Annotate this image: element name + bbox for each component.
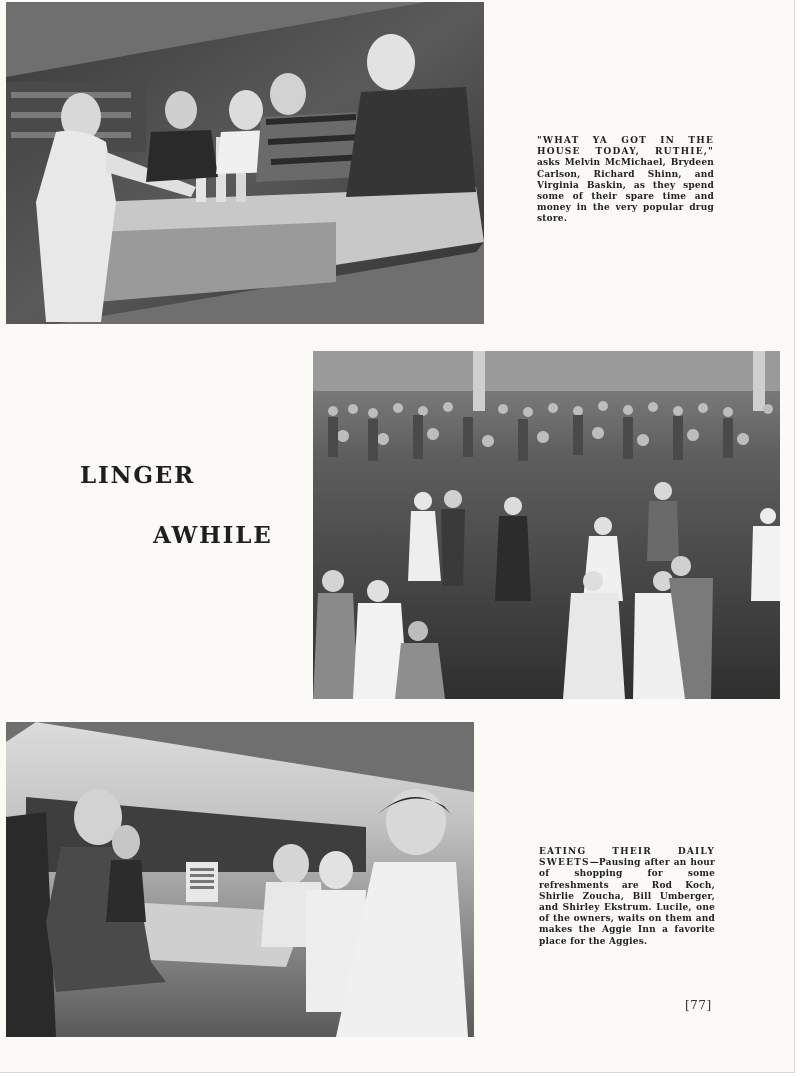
aggie-inn-caption (539, 847, 715, 948)
soda-fountain-caption (537, 136, 714, 226)
headline-line-1: LINGER (80, 462, 196, 489)
headline-line-2: AWHILE (153, 522, 273, 549)
square-dance-photo (313, 351, 780, 699)
square-dance-photo-art (313, 351, 780, 699)
soda-fountain-photo-art (6, 2, 484, 324)
aggie-inn-booth-photo (6, 722, 474, 1037)
soda-fountain-photo (6, 2, 484, 324)
aggie-inn-caption-body: —Pausing after an hour of shopping for some refreshments are Rod Koch, Shirlie Zoucha, Bill Umberger, and Shirley Ekstrum. Lucile, one of the owners, waits on them and makes the Aggie Inn a favorite place for the Aggies. (539, 858, 715, 947)
aggie-inn-booth-photo-art (6, 722, 474, 1037)
soda-fountain-caption-body: asks Melvin McMichael, Brydeen Carlson, Richard Shinn, and Virginia Baskin, as they spend some of their spare time and money in the very popular drug store. (537, 158, 714, 225)
page-number: [77] (685, 998, 712, 1012)
soda-fountain-caption-lead: "WHAT YA GOT IN THE HOUSE TODAY, RUTHIE," (537, 136, 714, 158)
aggie-inn-caption-lead: EATING THEIR DAILY SWEETS (539, 847, 715, 869)
